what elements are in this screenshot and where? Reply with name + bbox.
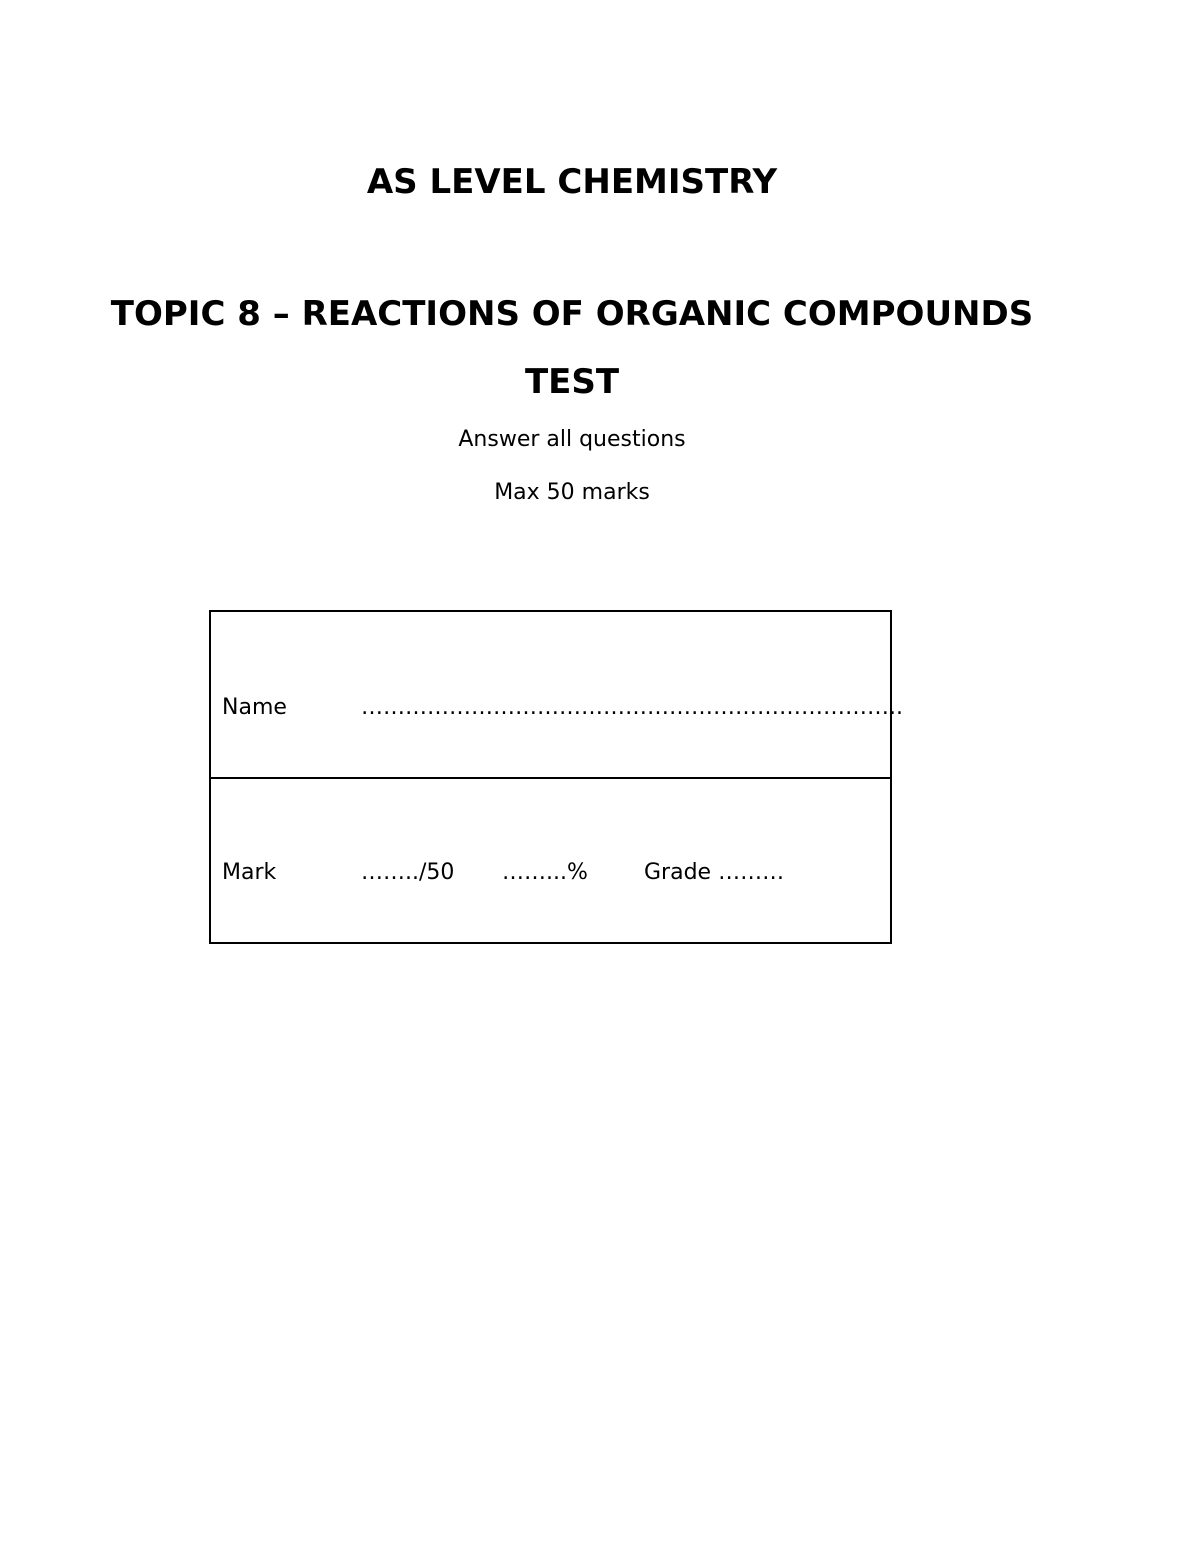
test-label: TEST bbox=[524, 362, 620, 402]
grade-field[interactable]: Grade ……… bbox=[644, 860, 785, 885]
mark-label: Mark bbox=[222, 860, 277, 885]
max-marks-text: Max 50 marks bbox=[494, 480, 650, 505]
student-info-box bbox=[209, 610, 903, 944]
mark-row bbox=[211, 779, 890, 942]
instruction-text: Answer all questions bbox=[458, 427, 686, 452]
mark-percent-field[interactable]: ……...% bbox=[502, 860, 588, 885]
course-title: AS LEVEL CHEMISTRY bbox=[366, 162, 778, 202]
name-row bbox=[211, 612, 903, 779]
name-label: Name bbox=[222, 695, 287, 720]
topic-title: TOPIC 8 – REACTIONS OF ORGANIC COMPOUNDS bbox=[110, 294, 1034, 334]
name-field[interactable]: ……………………………………………………………….. bbox=[361, 695, 903, 720]
mark-score-field[interactable]: ……../50 bbox=[361, 860, 455, 885]
